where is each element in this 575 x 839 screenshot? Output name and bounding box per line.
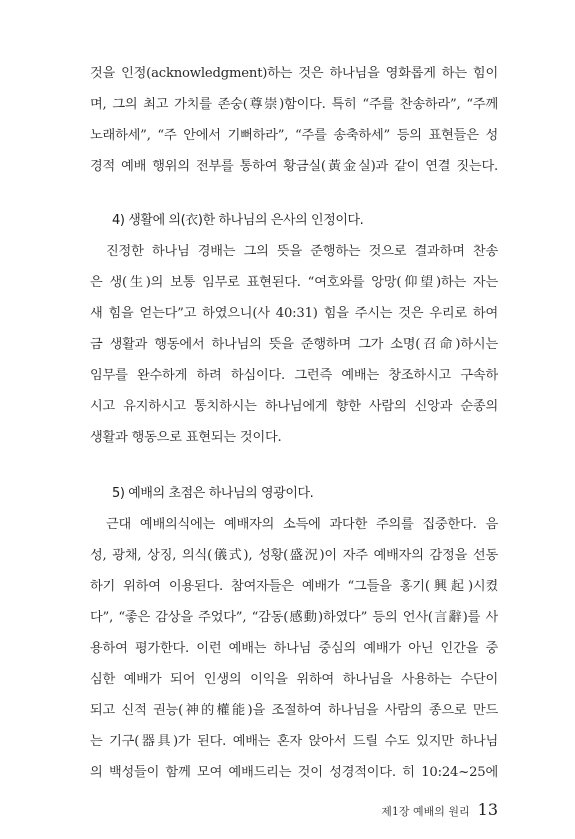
body-line: 생활과 행동으로 표현되는 것이다. <box>90 430 282 445</box>
body-line: 진정한 하나님 경배는 그의 뜻을 준행하는 것으로 결과하며 찬송 <box>106 244 498 259</box>
body-line: 노래하세”, “주 안에서 기뻐하라”, “주를 송축하세” 등의 표현들은 성 <box>90 128 498 143</box>
body-line: 의 백성들이 함께 모여 예배드리는 것이 성경적이다. 히 10:24~25에 <box>90 765 498 780</box>
body-line: 시고 유지하시고 통치하시는 하나님에게 향한 사람의 신앙과 순종의 <box>90 399 498 414</box>
body-line: 성, 광채, 상징, 의식(儀式), 성황(盛況)이 자주 예배자의 감정을 선동 <box>90 548 498 563</box>
section-heading-4: 4) 생활에 의(衣)한 하나님의 은사의 인정이다. <box>112 213 364 228</box>
body-line: 는 기구(器具)가 된다. 예배는 혼자 앉아서 드릴 수도 있지만 하나님 <box>90 734 498 749</box>
body-line: 심한 예배가 되어 인생의 이익을 위하여 하나님을 사용하는 수단이 <box>90 672 498 687</box>
body-line: 며, 그의 최고 가치를 존숭(尊崇)함이다. 특히 “주를 찬송하라”, “주께 <box>90 97 498 112</box>
body-line: 금 생활과 행동에서 하나님의 뜻을 준행하며 그가 소명(召命)하시는 <box>90 337 498 352</box>
section-heading-5: 5) 예배의 초점은 하나님의 영광이다. <box>112 486 314 501</box>
body-line: 되고 신적 권능(神的權能)을 조절하여 하나님을 사람의 종으로 만드 <box>90 703 498 718</box>
chapter-title: 제1장 예배의 원리 <box>381 805 470 818</box>
body-line: 것을 인정(acknowledgment)하는 것은 하나님을 영화롭게 하는 힘이 <box>90 66 498 81</box>
body-line: 임무를 완수하게 하려 하심이다. 그런즉 예배는 창조하시고 구속하 <box>90 368 498 383</box>
body-line: 용하여 평가한다. 이런 예배는 하나님 중심의 예배가 아닌 인간을 중 <box>90 641 498 656</box>
body-line: 하기 위하여 이용된다. 참여자들은 예배가 “그들을 홍기(興起)시켰 <box>90 579 498 594</box>
body-line: 경적 예배 행위의 전부를 통하여 황금실(黃金실)과 같이 연결 짓는다. <box>90 159 498 174</box>
body-line: 새 힘을 얻는다”고 하였으니(사 40:31) 힘을 주시는 것은 우리로 하여 <box>90 306 498 321</box>
page-number: 13 <box>477 800 498 819</box>
body-line: 다”, “좋은 감상을 주었다”, “감동(感動)하였다” 등의 언사(言辭)를 사 <box>90 610 498 625</box>
page-footer <box>381 800 498 819</box>
body-line: 은 생(生)의 보통 임무로 표현된다. “여호와를 앙망(仰望)하는 자는 <box>90 275 498 290</box>
body-line: 근대 예배의식에는 예배자의 소득에 과다한 주의를 집중한다. 음 <box>106 517 498 532</box>
